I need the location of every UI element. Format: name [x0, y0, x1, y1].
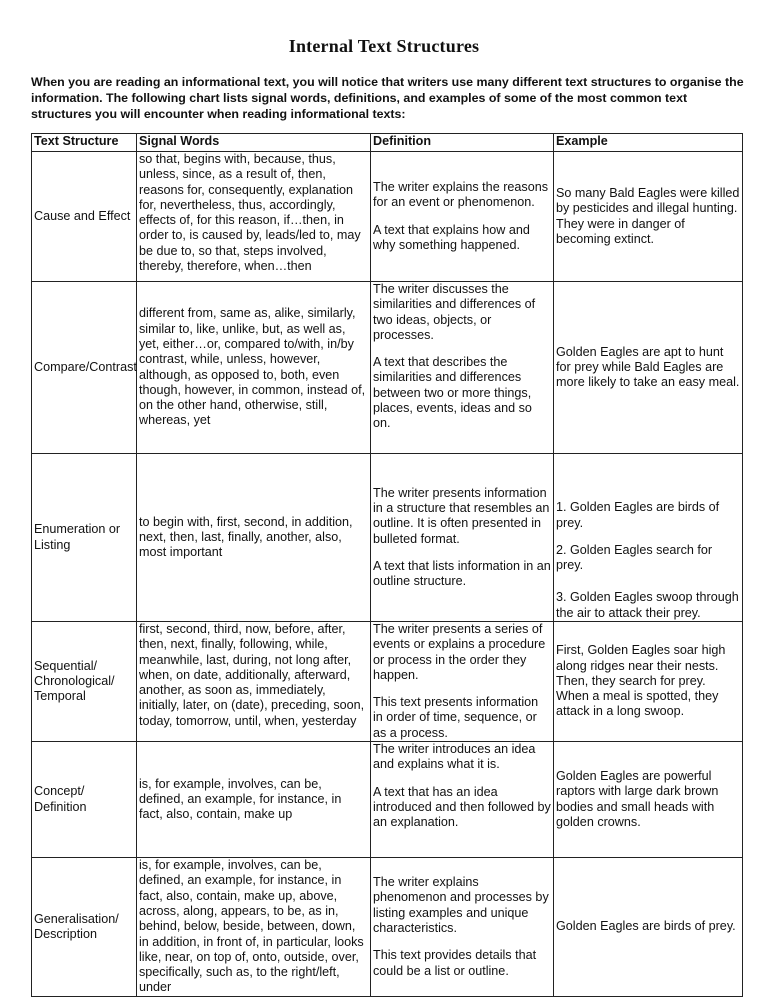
definition-writer: The writer presents a series of events or explains a procedure or process in the order they happen.: [373, 622, 546, 682]
example-item-3: 3. Golden Eagles swoop through the air to attack their prey.: [556, 590, 739, 620]
definition-writer: The writer explains phenomenon and processes by listing examples and unique characteristics.: [373, 875, 549, 935]
definition: [371, 454, 554, 622]
example: Golden Eagles are birds of prey.: [554, 858, 743, 997]
structure-name: Cause and Effect: [32, 152, 137, 282]
signal-words: to begin with, first, second, in addition, next, then, last, finally, another, also, most important: [137, 454, 371, 622]
table-header-row: [32, 134, 743, 152]
structure-name: Concept/ Definition: [32, 742, 137, 858]
header-example: Example: [554, 134, 743, 152]
example: [554, 454, 743, 622]
definition-text: A text that has an idea introduced and then followed by an explanation.: [373, 784, 551, 830]
signal-words: is, for example, involves, can be, defined, an example, for instance, in fact, also, contain, make up: [137, 742, 371, 858]
definition: [371, 858, 554, 997]
signal-words: different from, same as, alike, similarly, similar to, like, unlike, but, as well as, yet, either…or, compared to/with, in/by contrast, while, unless, however, although, as opposed to, both, even though, however, in common, instead of, on the other hand, otherwise, still, whereas, yet: [137, 282, 371, 454]
example: So many Bald Eagles were killed by pesticides and illegal hunting. They were in danger of becoming extinct.: [554, 152, 743, 282]
signal-words: so that, begins with, because, thus, unless, since, as a result of, then, reasons for, consequently, explanation for, nevertheless, thus, accordingly, effects of, for this reason, if…then, in order to, is caused by, leads/led to, may be due to, so that, steps involved, thereby, therefore, when…then: [137, 152, 371, 282]
header-signal-words: Signal Words: [137, 134, 371, 152]
example: Golden Eagles are apt to hunt for prey while Bald Eagles are more likely to take an easy meal.: [554, 282, 743, 454]
definition-text: This text provides details that could be a list or outline.: [373, 948, 537, 978]
structure-name: Compare/Contrast: [32, 282, 137, 454]
definition: [371, 622, 554, 742]
definition-writer: The writer presents information in a structure that resembles an outline. It is often presented in bulleted format.: [373, 485, 550, 546]
table-row: [32, 152, 743, 282]
definition-text: A text that lists information in an outline structure.: [373, 558, 551, 589]
structure-name: Sequential/ Chronological/ Temporal: [32, 622, 137, 742]
table-row: [32, 282, 743, 454]
table-row: [32, 622, 743, 742]
page-title: Internal Text Structures: [288, 36, 480, 56]
example-item-2: 2. Golden Eagles search for prey.: [556, 542, 713, 573]
structure-name: Enumeration or Listing: [32, 454, 137, 622]
definition: [371, 282, 554, 454]
definition-text: A text that describes the similarities and differences between two or more things, places, events, ideas and so on.: [373, 355, 532, 431]
example-item-1: 1. Golden Eagles are birds of prey.: [556, 500, 720, 530]
definition: [371, 742, 554, 858]
definition-writer: The writer introduces an idea and explains what it is.: [373, 742, 536, 772]
table-row: [32, 858, 743, 997]
example: Golden Eagles are powerful raptors with large dark brown bodies and small heads with golden crowns.: [554, 742, 743, 858]
text-structures-table: [31, 133, 743, 997]
table-row: [32, 454, 743, 622]
definition-text: This text presents information in order of time, sequence, or as a process.: [373, 695, 539, 740]
signal-words: is, for example, involves, can be, defined, an example, for instance, in fact, also, contain, make up, above, across, along, appears, to be, as in, behind, below, beside, between, down, in addition, in front of, in particular, looks like, near, on top of, onto, outside, over, specifically, such as, to the right/left, under: [137, 858, 371, 997]
definition-text: A text that explains how and why something happened.: [373, 222, 530, 252]
header-text-structure: Text Structure: [32, 134, 137, 152]
intro-paragraph: When you are reading an informational text, you will notice that writers use many different text structures to organise the information. The following chart lists signal words, definitions, and examples of some of the most common text structures you will encounter when reading informational texts:: [31, 75, 744, 121]
structure-name: Generalisation/ Description: [32, 858, 137, 997]
signal-words: first, second, third, now, before, after, then, next, finally, following, while, meanwhile, last, during, not long after, when, on date, additionally, afterward, another, as soon as, immediately, initially, later, on (date), preceding, soon, today, tomorrow, until, when, yesterday: [137, 622, 371, 742]
table-row: [32, 742, 743, 858]
definition-writer: The writer explains the reasons for an event or phenomenon.: [373, 179, 548, 210]
definition-writer: The writer discusses the similarities and differences of two ideas, objects, or processes.: [373, 282, 536, 342]
header-definition: Definition: [371, 134, 554, 152]
example: First, Golden Eagles soar high along ridges near their nests. Then, they search for prey. When a meal is spotted, they attack in a long swoop.: [554, 622, 743, 742]
definition: [371, 152, 554, 282]
